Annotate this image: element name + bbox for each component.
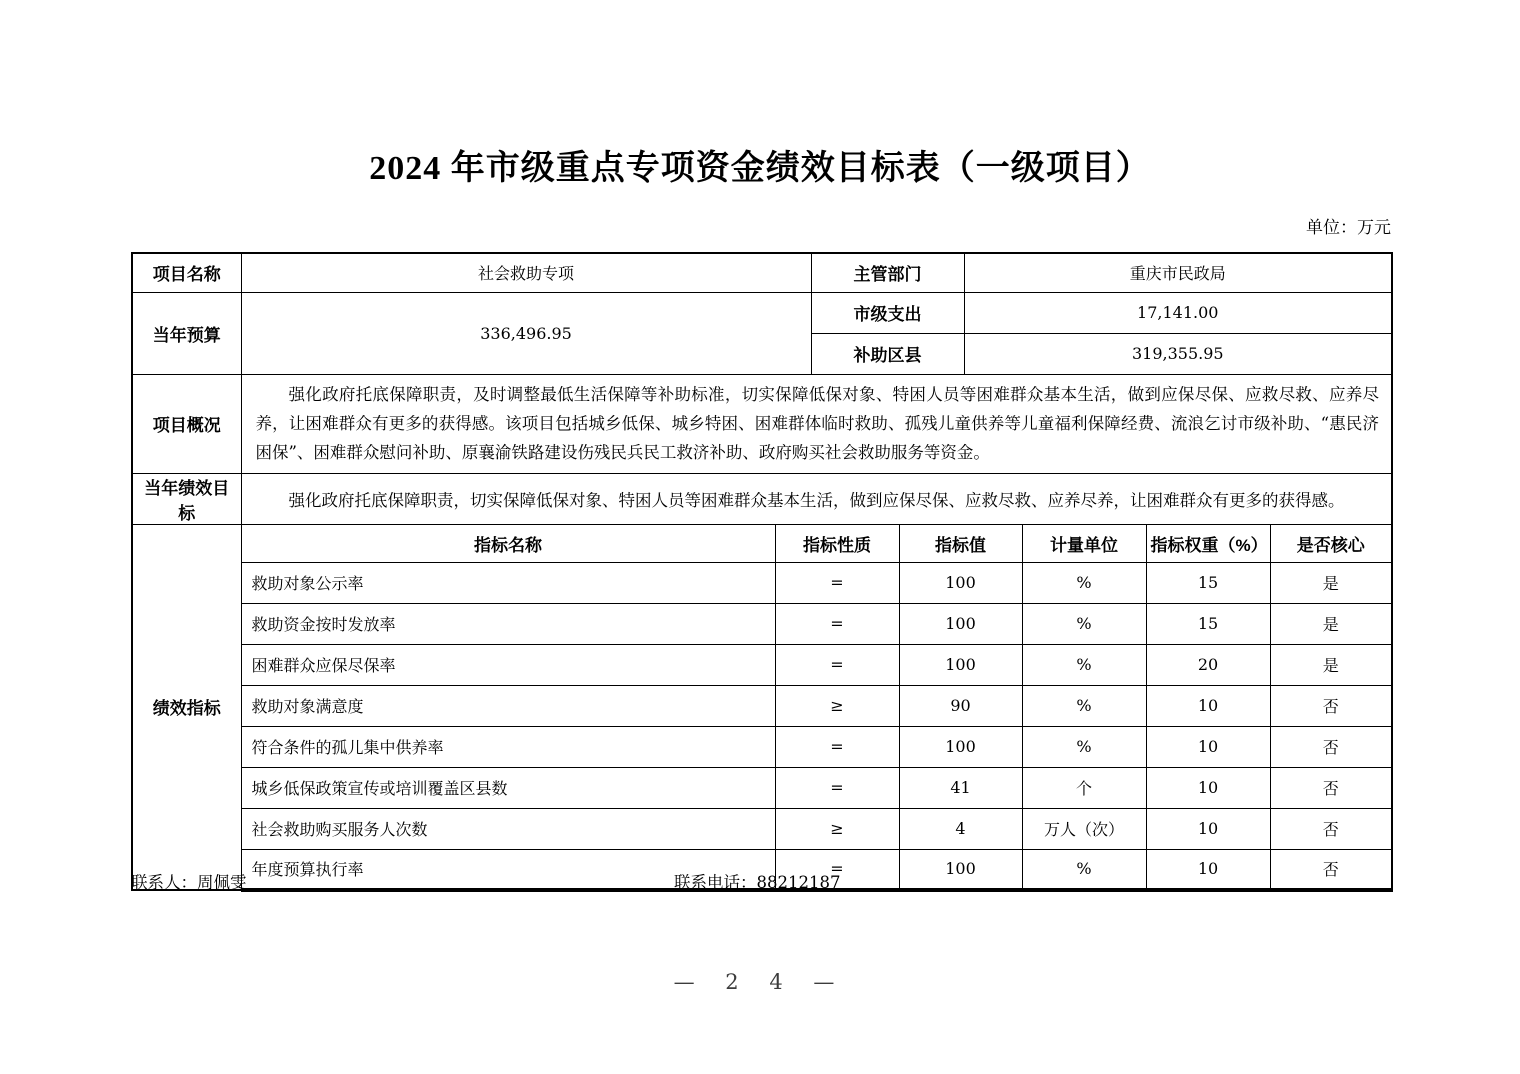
measure-unit: % [1022,644,1146,685]
indicator-value: 100 [899,562,1022,603]
contact-phone: 联系电话：88212187 [674,873,841,892]
indicator-nature: ≥ [775,685,899,726]
indicator-name: 社会救助购买服务人次数 [241,808,775,849]
indicator-nature: = [775,562,899,603]
table-row [132,808,1392,849]
measure-unit: % [1022,562,1146,603]
is-core: 否 [1270,726,1392,767]
measure-unit: % [1022,849,1146,890]
indicator-nature: = [775,603,899,644]
city-expense-value: 17,141.00 [964,292,1392,333]
header-indicator-name: 指标名称 [241,524,775,562]
overview-label: 项目概况 [132,374,241,473]
header-indicator-nature: 指标性质 [775,524,899,562]
is-core: 否 [1270,767,1392,808]
project-name-value: 社会救助专项 [241,253,811,292]
table-row [132,726,1392,767]
indicator-value: 4 [899,808,1022,849]
is-core: 否 [1270,808,1392,849]
budget-value: 336,496.95 [241,292,811,374]
department-value: 重庆市民政局 [964,253,1392,292]
contact-person: 联系人：周佩雯 [131,873,247,892]
table-row [132,644,1392,685]
project-name-label: 项目名称 [132,253,241,292]
overview-text: 强化政府托底保障职责，及时调整最低生活保障等补助标准，切实保障低保对象、特困人员等困难群众基本生活，做到应保尽保、应救尽救、应养尽养，让困难群众有更多的获得感。该项目包括城乡低保、城乡特困、困难群体临时救助、孤残儿童供养等儿童福利保障经费、流浪乞讨市级补助、“惠民济困保”、困难群众慰问补助、原襄渝铁路建设伤残民兵民工救济补助、政府购买社会救助服务等资金。 [241,374,1392,473]
department-label: 主管部门 [811,253,964,292]
indicator-nature: = [775,726,899,767]
indicator-name: 困难群众应保尽保率 [241,644,775,685]
indicator-name: 救助资金按时发放率 [241,603,775,644]
subsidy-value: 319,355.95 [964,333,1392,374]
unit-note: 单位：万元 [1306,218,1391,238]
table-row [132,292,1392,333]
indicator-name: 符合条件的孤儿集中供养率 [241,726,775,767]
measure-unit: % [1022,603,1146,644]
measure-unit: % [1022,726,1146,767]
indicator-weight: 10 [1146,849,1270,890]
annual-goal-label: 当年绩效目标 [132,473,241,524]
measure-unit: 万人（次） [1022,808,1146,849]
indicator-name: 城乡低保政策宣传或培训覆盖区县数 [241,767,775,808]
indicator-nature: = [775,767,899,808]
is-core: 否 [1270,849,1392,890]
is-core: 是 [1270,562,1392,603]
performance-target-table [131,252,1393,892]
annual-goal-text: 强化政府托底保障职责，切实保障低保对象、特困人员等困难群众基本生活，做到应保尽保、应救尽救、应养尽养，让困难群众有更多的获得感。 [241,473,1392,524]
header-indicator-weight: 指标权重（%） [1146,524,1270,562]
header-is-core: 是否核心 [1270,524,1392,562]
table-row [132,685,1392,726]
table-row [132,767,1392,808]
page-title: 2024 年市级重点专项资金绩效目标表（一级项目） [369,150,1151,187]
indicator-name: 年度预算执行率 [241,849,775,890]
indicator-weight: 15 [1146,562,1270,603]
indicator-value: 90 [899,685,1022,726]
indicator-weight: 10 [1146,767,1270,808]
indicator-weight: 15 [1146,603,1270,644]
indicator-nature: ≥ [775,808,899,849]
indicator-value: 100 [899,726,1022,767]
table-row [132,374,1392,473]
indicator-weight: 10 [1146,726,1270,767]
indicator-value: 41 [899,767,1022,808]
indicator-weight: 20 [1146,644,1270,685]
subsidy-label: 补助区县 [811,333,964,374]
indicators-label: 绩效指标 [132,524,241,890]
indicator-nature: = [775,849,899,890]
indicator-value: 100 [899,644,1022,685]
indicator-name: 救助对象满意度 [241,685,775,726]
indicator-header-row [132,524,1392,562]
indicator-name: 救助对象公示率 [241,562,775,603]
measure-unit: % [1022,685,1146,726]
indicator-weight: 10 [1146,685,1270,726]
table-row [132,603,1392,644]
indicator-value: 100 [899,849,1022,890]
table-row [132,253,1392,292]
indicator-weight: 10 [1146,808,1270,849]
indicator-nature: = [775,644,899,685]
is-core: 否 [1270,685,1392,726]
city-expense-label: 市级支出 [811,292,964,333]
indicator-value: 100 [899,603,1022,644]
header-measure-unit: 计量单位 [1022,524,1146,562]
table-row [132,473,1392,524]
budget-label: 当年预算 [132,292,241,374]
measure-unit: 个 [1022,767,1146,808]
table-row [132,562,1392,603]
page-number: — 2 4 — [673,970,847,994]
is-core: 是 [1270,644,1392,685]
header-indicator-value: 指标值 [899,524,1022,562]
is-core: 是 [1270,603,1392,644]
